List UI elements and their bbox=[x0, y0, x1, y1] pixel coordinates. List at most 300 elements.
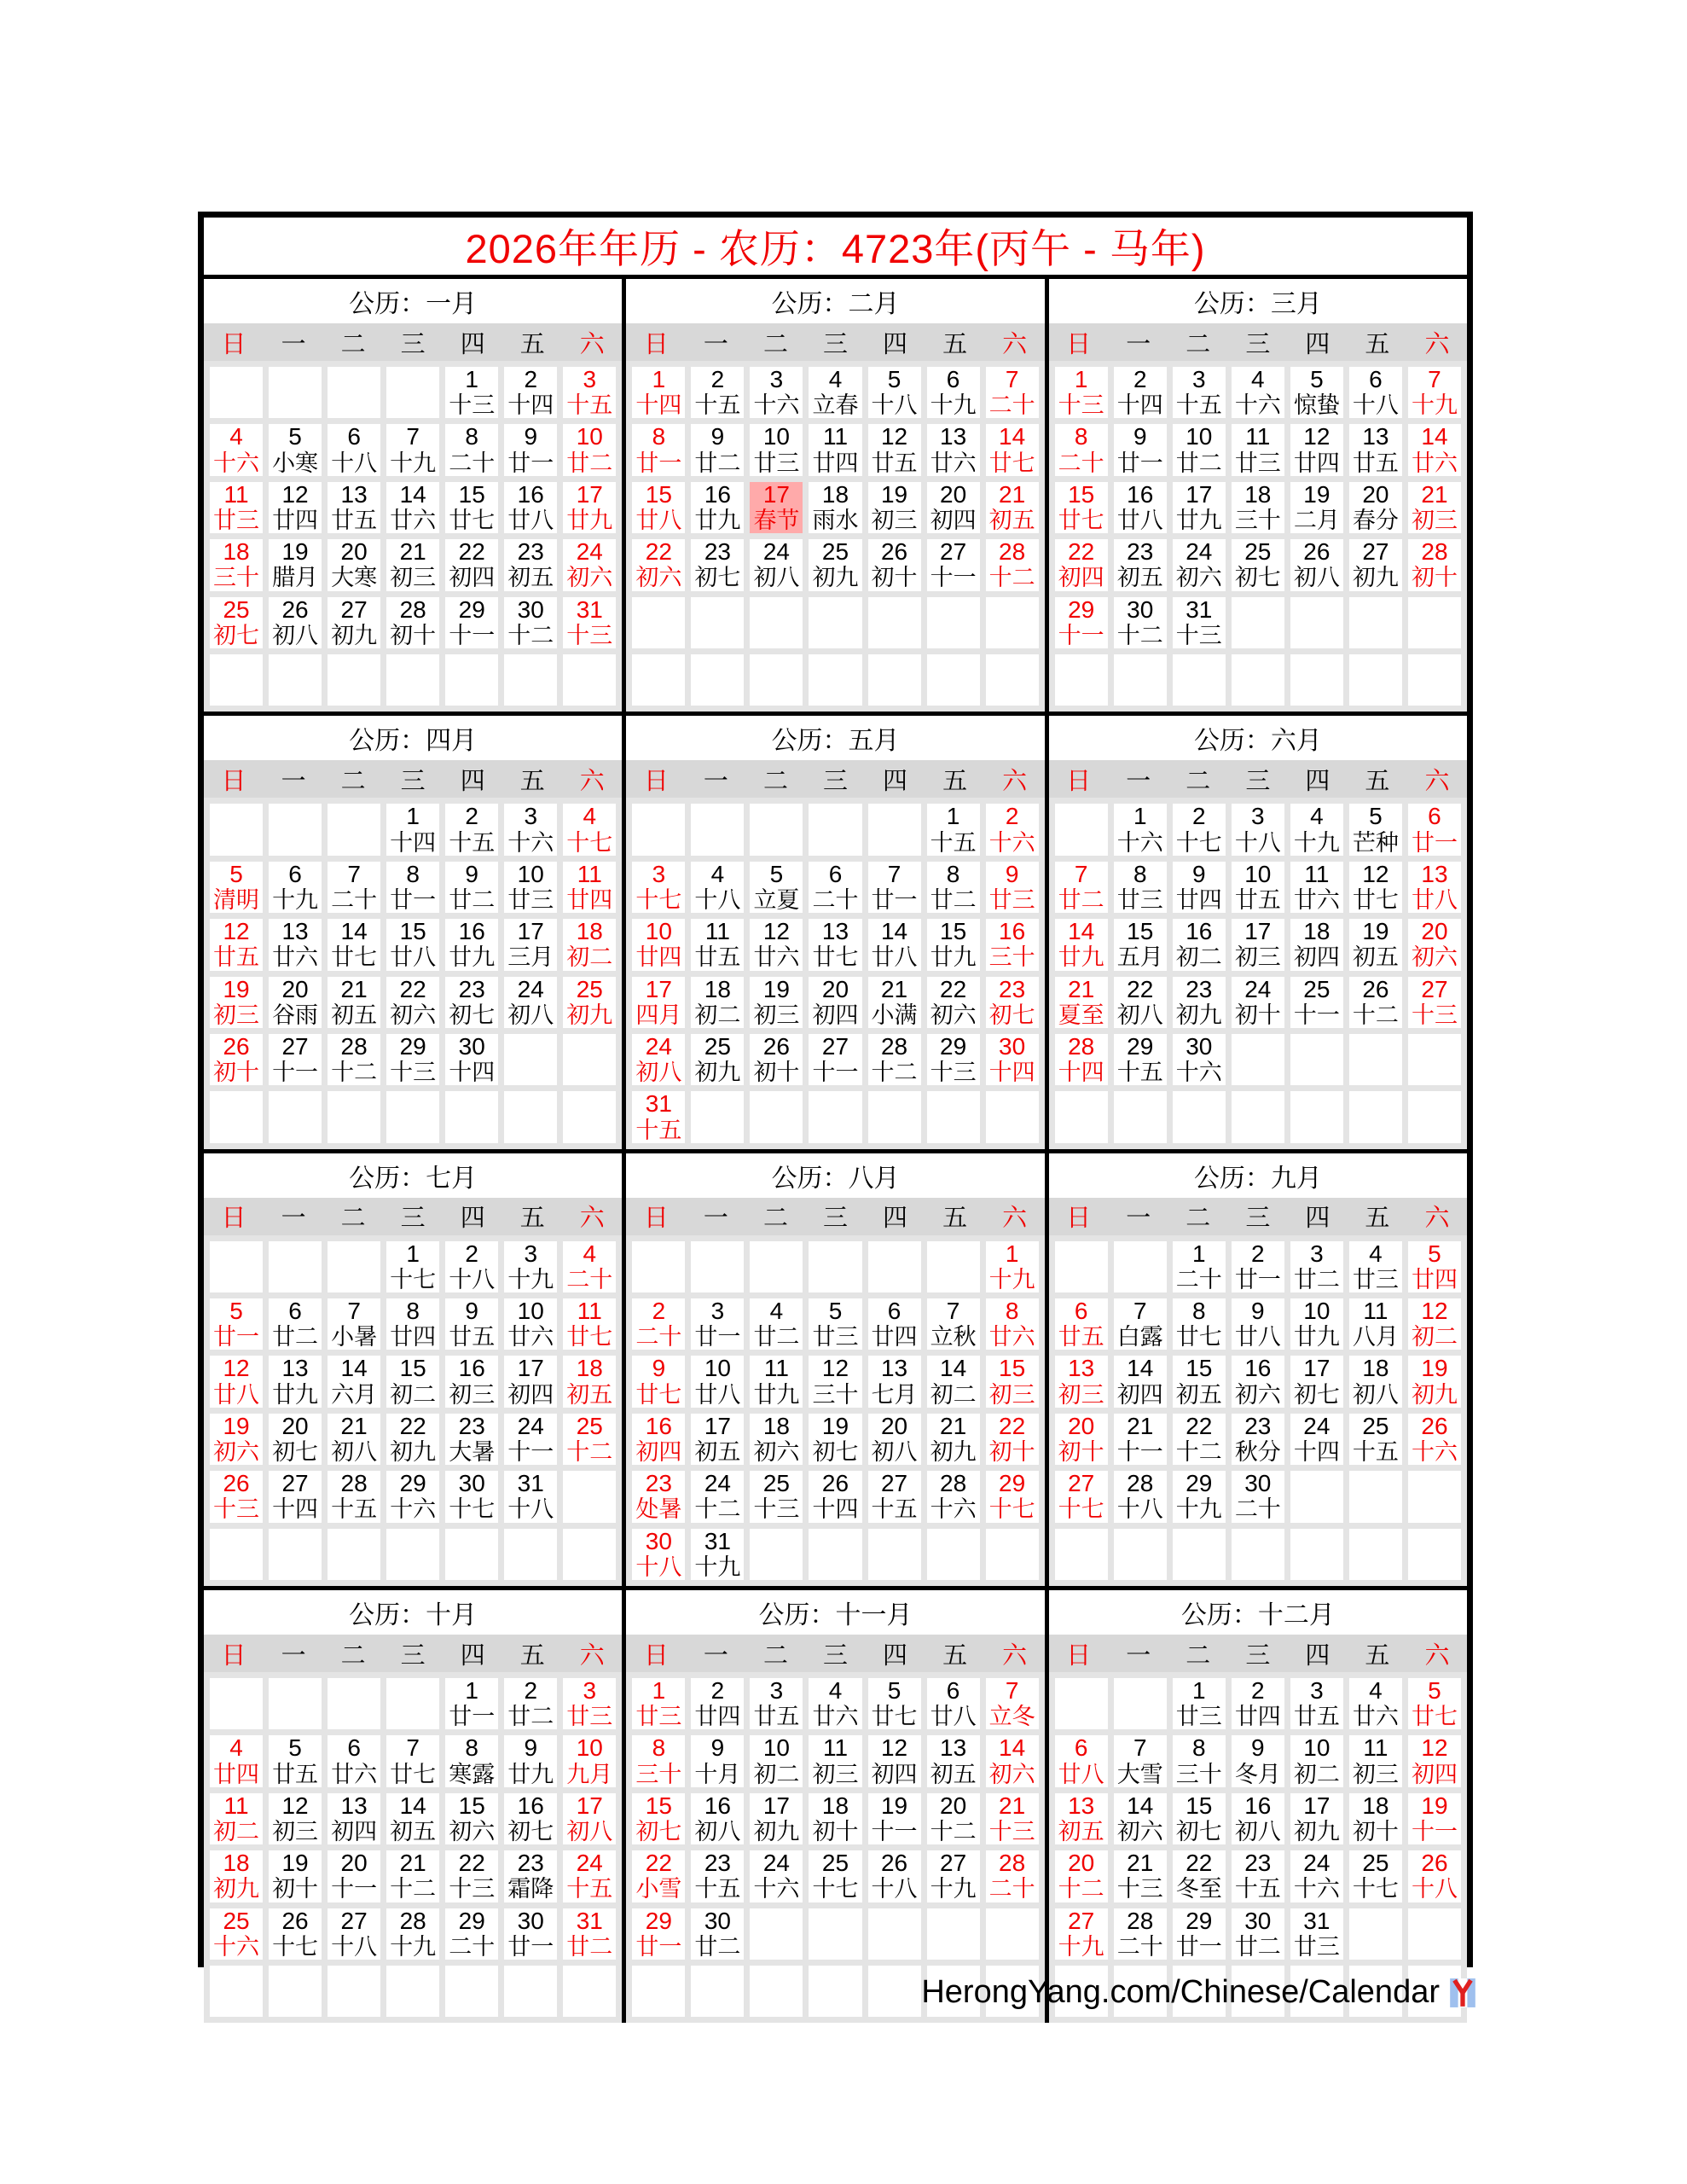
weekday-label: 二 bbox=[1186, 330, 1211, 358]
day-cell bbox=[445, 597, 498, 648]
day-cell bbox=[868, 1034, 921, 1085]
day-cell bbox=[868, 804, 921, 855]
day-cell bbox=[504, 977, 557, 1028]
weekday-label: 五 bbox=[1365, 330, 1390, 358]
day-cell bbox=[868, 1793, 921, 1844]
day-cell bbox=[1114, 1529, 1167, 1580]
day-cell bbox=[750, 862, 803, 913]
day-number: 18 bbox=[576, 1355, 603, 1382]
day-cell bbox=[1173, 1678, 1226, 1729]
day-cell bbox=[986, 1091, 1039, 1142]
day-cell bbox=[563, 1034, 616, 1085]
day-number: 20 bbox=[1068, 1412, 1095, 1439]
day-cell bbox=[809, 1529, 861, 1580]
week-grid bbox=[204, 1235, 622, 1586]
lunar-label: 廿一 bbox=[1175, 1933, 1222, 1960]
day-cell bbox=[1055, 1241, 1108, 1292]
day-number: 20 bbox=[940, 1792, 967, 1819]
day-cell bbox=[632, 804, 685, 855]
day-cell bbox=[563, 1471, 616, 1522]
weekday-label: 三 bbox=[1245, 767, 1271, 795]
day-number: 17 bbox=[645, 975, 672, 1002]
lunar-label: 初五 bbox=[1116, 565, 1163, 591]
lunar-label: 初六 bbox=[753, 1439, 800, 1466]
day-cell bbox=[809, 424, 861, 475]
lunar-label: 十八 bbox=[635, 1554, 682, 1580]
day-number: 16 bbox=[704, 480, 731, 508]
day-cell bbox=[632, 1241, 685, 1292]
lunar-label: 初五 bbox=[1058, 1819, 1104, 1845]
day-number: 25 bbox=[704, 1032, 731, 1060]
lunar-label: 廿五 bbox=[1293, 1704, 1340, 1730]
day-cell bbox=[269, 1471, 322, 1522]
day-number: 1 bbox=[1074, 366, 1088, 392]
day-cell bbox=[210, 919, 263, 970]
day-number: 9 bbox=[1005, 860, 1019, 887]
lunar-label: 初九 bbox=[930, 1439, 977, 1466]
day-cell bbox=[210, 977, 263, 1028]
day-number: 10 bbox=[1303, 1734, 1330, 1762]
lunar-label: 十二 bbox=[507, 622, 554, 648]
day-cell bbox=[210, 1529, 263, 1580]
day-cell bbox=[750, 539, 803, 590]
day-cell bbox=[750, 1735, 803, 1786]
lunar-label: 廿八 bbox=[213, 1381, 260, 1408]
lunar-label: 廿二 bbox=[1058, 886, 1104, 913]
lunar-label: 廿七 bbox=[1411, 1704, 1458, 1730]
lunar-label: 廿九 bbox=[272, 1381, 319, 1408]
lunar-label: 十三 bbox=[390, 1060, 437, 1086]
day-cell bbox=[386, 919, 439, 970]
lunar-label: 十六 bbox=[507, 829, 554, 856]
lunar-label: 初五 bbox=[331, 1002, 378, 1028]
lunar-label: 初八 bbox=[331, 1439, 378, 1466]
day-number: 2 bbox=[652, 1298, 666, 1325]
day-cell bbox=[809, 804, 861, 855]
day-cell bbox=[1232, 1091, 1284, 1142]
day-cell bbox=[986, 804, 1039, 855]
lunar-label: 初十 bbox=[1352, 1819, 1399, 1845]
week-grid bbox=[204, 361, 622, 712]
day-cell bbox=[632, 1793, 685, 1844]
day-cell bbox=[269, 919, 322, 970]
day-cell bbox=[632, 597, 685, 648]
day-cell bbox=[1173, 977, 1226, 1028]
lunar-label: 十九 bbox=[694, 1554, 741, 1580]
weekday-label: 六 bbox=[1424, 1205, 1450, 1233]
lunar-label: 十八 bbox=[1411, 1876, 1458, 1902]
day-cell bbox=[750, 1908, 803, 1960]
lunar-label: 十一 bbox=[272, 1060, 319, 1086]
day-number: 7 bbox=[347, 860, 361, 887]
day-cell bbox=[986, 1529, 1039, 1580]
lunar-label: 十二 bbox=[694, 1496, 741, 1523]
day-number: 23 bbox=[1186, 975, 1213, 1002]
day-cell bbox=[1232, 367, 1284, 418]
day-cell bbox=[386, 1356, 439, 1407]
day-number: 31 bbox=[645, 1090, 672, 1118]
day-cell bbox=[445, 1529, 498, 1580]
day-number: 12 bbox=[281, 480, 309, 508]
day-cell bbox=[691, 1735, 744, 1786]
lunar-label: 廿六 bbox=[390, 508, 437, 534]
weekday-label: 日 bbox=[643, 1641, 669, 1670]
lunar-label: 小寒 bbox=[272, 450, 319, 476]
day-number: 12 bbox=[223, 918, 250, 945]
day-cell bbox=[1290, 1034, 1343, 1085]
day-cell bbox=[1290, 1356, 1343, 1407]
day-cell bbox=[1408, 1850, 1461, 1902]
day-number: 23 bbox=[517, 538, 544, 566]
lunar-label: 十三 bbox=[566, 622, 613, 648]
day-number: 20 bbox=[340, 1850, 368, 1877]
day-number: 13 bbox=[1421, 860, 1448, 887]
lunar-label: 十八 bbox=[871, 1876, 918, 1902]
day-number: 10 bbox=[1303, 1298, 1330, 1325]
day-cell bbox=[504, 1298, 557, 1350]
weekday-label: 六 bbox=[1002, 767, 1028, 795]
day-number: 23 bbox=[999, 975, 1026, 1002]
lunar-label: 廿六 bbox=[272, 944, 319, 971]
day-cell bbox=[809, 1678, 861, 1729]
day-number: 8 bbox=[406, 860, 420, 887]
day-cell bbox=[868, 1908, 921, 1960]
day-cell bbox=[563, 654, 616, 706]
lunar-label: 十四 bbox=[812, 1496, 859, 1523]
lunar-label: 十九 bbox=[930, 1876, 977, 1902]
day-cell bbox=[809, 1356, 861, 1407]
lunar-label: 七月 bbox=[871, 1381, 918, 1408]
day-cell bbox=[328, 1908, 380, 1960]
lunar-label: 十九 bbox=[272, 886, 319, 913]
day-cell bbox=[445, 1414, 498, 1465]
day-cell bbox=[691, 919, 744, 970]
footer bbox=[921, 1974, 1475, 2011]
lunar-label: 廿三 bbox=[566, 1704, 613, 1730]
day-cell bbox=[1408, 1356, 1461, 1407]
lunar-label: 廿一 bbox=[1116, 450, 1163, 476]
day-number: 7 bbox=[946, 1298, 960, 1325]
day-number: 12 bbox=[880, 423, 908, 450]
day-cell bbox=[1055, 1735, 1108, 1786]
lunar-label: 廿九 bbox=[449, 944, 496, 971]
week-grid bbox=[204, 798, 622, 1148]
day-cell bbox=[1349, 597, 1402, 648]
day-number: 3 bbox=[1191, 366, 1206, 392]
day-cell bbox=[210, 597, 263, 648]
day-number: 19 bbox=[821, 1412, 849, 1439]
day-number: 16 bbox=[1244, 1355, 1272, 1382]
day-number: 14 bbox=[399, 480, 426, 508]
lunar-label: 十六 bbox=[1116, 829, 1163, 856]
weekday-label: 六 bbox=[1424, 767, 1450, 795]
lunar-label: 初五 bbox=[694, 1439, 741, 1466]
day-cell bbox=[1232, 1034, 1284, 1085]
lunar-label: 初八 bbox=[753, 565, 800, 591]
lunar-label: 廿七 bbox=[1352, 886, 1399, 913]
lunar-label: 初八 bbox=[635, 1060, 682, 1086]
lunar-label: 廿一 bbox=[694, 1324, 741, 1350]
day-cell bbox=[1173, 1298, 1226, 1350]
lunar-label: 初二 bbox=[1411, 1324, 1458, 1350]
lunar-label: 十四 bbox=[988, 1060, 1035, 1086]
lunar-label: 廿七 bbox=[566, 1324, 613, 1350]
day-cell bbox=[1173, 1241, 1226, 1292]
day-cell bbox=[868, 482, 921, 533]
day-number: 1 bbox=[406, 803, 420, 830]
day-cell bbox=[927, 1529, 980, 1580]
day-number: 5 bbox=[828, 1298, 843, 1325]
weekday-label: 日 bbox=[643, 330, 669, 358]
lunar-label: 十七 bbox=[1175, 829, 1222, 856]
day-number: 25 bbox=[223, 1907, 250, 1934]
footer-link[interactable]: HerongYang.com/Chinese/Calendar bbox=[921, 1974, 1440, 2010]
lunar-label: 二十 bbox=[449, 1933, 496, 1960]
day-number: 27 bbox=[340, 1907, 368, 1934]
day-cell bbox=[1173, 1471, 1226, 1522]
day-cell bbox=[927, 539, 980, 590]
lunar-label: 十四 bbox=[635, 392, 682, 419]
lunar-label: 初五 bbox=[390, 1819, 437, 1845]
day-cell bbox=[1114, 1414, 1167, 1465]
lunar-label: 六月 bbox=[331, 1381, 378, 1408]
day-cell bbox=[927, 1793, 980, 1844]
day-number: 18 bbox=[821, 1792, 849, 1819]
weekday-label: 一 bbox=[1126, 1205, 1151, 1233]
day-number: 13 bbox=[880, 1355, 908, 1382]
lunar-label: 十四 bbox=[507, 392, 554, 419]
day-number: 12 bbox=[821, 1355, 849, 1382]
lunar-label: 廿三 bbox=[988, 886, 1035, 913]
lunar-label: 廿四 bbox=[812, 450, 859, 476]
day-number: 8 bbox=[652, 1734, 666, 1762]
lunar-label: 廿六 bbox=[1352, 1704, 1399, 1730]
day-cell bbox=[986, 1678, 1039, 1729]
lunar-label: 初七 bbox=[213, 622, 260, 648]
lunar-label: 十五 bbox=[871, 1496, 918, 1523]
day-number: 27 bbox=[281, 1032, 309, 1060]
lunar-label: 二十 bbox=[566, 1266, 613, 1292]
day-cell bbox=[445, 977, 498, 1028]
day-number: 22 bbox=[1186, 1412, 1213, 1439]
day-number: 4 bbox=[583, 1240, 597, 1267]
day-number: 1 bbox=[1005, 1240, 1019, 1267]
day-number: 16 bbox=[999, 918, 1026, 945]
lunar-label: 廿二 bbox=[694, 450, 741, 476]
day-cell bbox=[328, 1793, 380, 1844]
day-number: 14 bbox=[340, 918, 368, 945]
day-cell bbox=[210, 1966, 263, 2017]
lunar-label: 十九 bbox=[390, 450, 437, 476]
day-number: 29 bbox=[940, 1032, 967, 1060]
lunar-label: 廿四 bbox=[635, 944, 682, 971]
lunar-label: 立秋 bbox=[930, 1324, 977, 1350]
lunar-label: 十二 bbox=[988, 565, 1035, 591]
lunar-label: 初三 bbox=[1058, 1381, 1104, 1408]
day-cell bbox=[927, 482, 980, 533]
weekday-label: 日 bbox=[1066, 330, 1092, 358]
lunar-label: 初四 bbox=[1411, 1761, 1458, 1787]
day-cell bbox=[445, 424, 498, 475]
lunar-label: 初三 bbox=[1411, 508, 1458, 534]
day-cell bbox=[269, 482, 322, 533]
day-number: 19 bbox=[880, 1792, 908, 1819]
lunar-label: 立夏 bbox=[753, 886, 800, 913]
day-cell bbox=[563, 1793, 616, 1844]
day-number: 15 bbox=[399, 1355, 426, 1382]
day-cell bbox=[1408, 1678, 1461, 1729]
day-number: 18 bbox=[223, 1850, 250, 1877]
day-number: 11 bbox=[822, 423, 849, 450]
day-cell bbox=[691, 1298, 744, 1350]
weekday-label: 日 bbox=[643, 1205, 669, 1233]
day-cell bbox=[750, 654, 803, 706]
day-cell bbox=[632, 1414, 685, 1465]
lunar-label: 廿三 bbox=[1293, 1933, 1340, 1960]
lunar-label: 十月 bbox=[694, 1761, 741, 1787]
day-cell bbox=[1173, 367, 1226, 418]
lunar-label: 十八 bbox=[1116, 1496, 1163, 1523]
day-number: 15 bbox=[1127, 918, 1154, 945]
day-number: 21 bbox=[1068, 975, 1095, 1002]
lunar-label: 廿九 bbox=[566, 508, 613, 534]
lunar-label: 廿八 bbox=[694, 1381, 741, 1408]
day-cell bbox=[1055, 1356, 1108, 1407]
day-number: 18 bbox=[1362, 1355, 1389, 1382]
weekday-label: 一 bbox=[703, 330, 728, 358]
weekday-label: 日 bbox=[221, 330, 246, 358]
day-cell bbox=[210, 1678, 263, 1729]
day-cell bbox=[1290, 1850, 1343, 1902]
lunar-label: 廿二 bbox=[1175, 450, 1222, 476]
lunar-label: 十二 bbox=[1352, 1002, 1399, 1028]
lunar-label: 二十 bbox=[635, 1324, 682, 1350]
day-number: 27 bbox=[940, 1850, 967, 1877]
day-cell bbox=[269, 1735, 322, 1786]
day-cell bbox=[1408, 1414, 1461, 1465]
weekday-header bbox=[626, 1635, 1044, 1672]
lunar-label: 初四 bbox=[871, 1761, 918, 1787]
weekday-label: 一 bbox=[281, 330, 306, 358]
weekday-label: 二 bbox=[340, 767, 366, 795]
lunar-label: 十七 bbox=[272, 1933, 319, 1960]
day-number: 6 bbox=[1074, 1734, 1088, 1762]
day-number: 27 bbox=[1421, 975, 1448, 1002]
day-number: 5 bbox=[887, 1677, 901, 1705]
day-cell bbox=[386, 1298, 439, 1350]
lunar-label: 廿二 bbox=[507, 1704, 554, 1730]
lunar-label: 初二 bbox=[753, 1761, 800, 1787]
weekday-header bbox=[204, 1635, 622, 1672]
day-cell bbox=[809, 1091, 861, 1142]
day-cell bbox=[1232, 1241, 1284, 1292]
day-number: 17 bbox=[517, 1355, 544, 1382]
day-number: 5 bbox=[1310, 366, 1324, 392]
day-cell bbox=[504, 654, 557, 706]
lunar-label: 廿六 bbox=[331, 1761, 378, 1787]
day-number: 22 bbox=[399, 1412, 426, 1439]
day-cell bbox=[210, 1034, 263, 1085]
day-number: 4 bbox=[769, 1298, 784, 1325]
day-cell bbox=[632, 1091, 685, 1142]
day-cell bbox=[1349, 424, 1402, 475]
day-number: 28 bbox=[340, 1032, 368, 1060]
lunar-label: 廿七 bbox=[812, 944, 859, 971]
day-cell bbox=[1349, 1908, 1402, 1960]
lunar-label: 雨水 bbox=[812, 508, 859, 534]
lunar-label: 廿五 bbox=[694, 944, 741, 971]
day-cell bbox=[1055, 1678, 1108, 1729]
lunar-label: 十六 bbox=[930, 1496, 977, 1523]
weekday-label: 五 bbox=[519, 767, 545, 795]
lunar-label: 十二 bbox=[1058, 1876, 1104, 1902]
lunar-label: 廿二 bbox=[1293, 1266, 1340, 1292]
weekday-label: 四 bbox=[460, 1205, 485, 1233]
lunar-label: 十八 bbox=[1234, 829, 1281, 856]
day-number: 8 bbox=[1074, 423, 1088, 450]
month-7 bbox=[204, 1153, 622, 1586]
day-number: 22 bbox=[645, 538, 672, 566]
day-cell bbox=[809, 919, 861, 970]
day-number: 8 bbox=[465, 1734, 478, 1762]
day-cell bbox=[445, 1966, 498, 2017]
lunar-label: 三十 bbox=[988, 944, 1035, 971]
day-cell bbox=[504, 539, 557, 590]
weekday-label: 二 bbox=[340, 330, 366, 358]
day-number: 3 bbox=[652, 860, 666, 887]
day-cell bbox=[386, 1414, 439, 1465]
day-cell bbox=[868, 1471, 921, 1522]
day-cell bbox=[868, 1966, 921, 2017]
lunar-label: 十一 bbox=[1116, 1439, 1163, 1466]
lunar-label: 十二 bbox=[930, 1819, 977, 1845]
weekday-label: 一 bbox=[1126, 767, 1151, 795]
day-cell bbox=[1173, 1414, 1226, 1465]
day-number: 23 bbox=[1127, 538, 1154, 566]
day-number: 16 bbox=[1244, 1792, 1272, 1819]
lunar-label: 十五 bbox=[930, 829, 977, 856]
day-number: 28 bbox=[399, 1907, 426, 1934]
day-number: 30 bbox=[1244, 1470, 1272, 1497]
day-number: 2 bbox=[465, 803, 478, 830]
lunar-label: 初三 bbox=[812, 1761, 859, 1787]
day-cell bbox=[986, 919, 1039, 970]
weekday-label: 三 bbox=[1245, 1641, 1271, 1670]
month-5 bbox=[626, 716, 1044, 1148]
weekday-label: 五 bbox=[519, 1205, 545, 1233]
lunar-label: 廿八 bbox=[930, 1704, 977, 1730]
day-number: 23 bbox=[704, 538, 731, 566]
weekday-label: 六 bbox=[579, 1641, 605, 1670]
lunar-label: 十五 bbox=[1116, 1060, 1163, 1086]
day-number: 7 bbox=[1074, 860, 1088, 887]
day-cell bbox=[632, 654, 685, 706]
weekday-label: 一 bbox=[703, 767, 728, 795]
day-cell bbox=[868, 1298, 921, 1350]
lunar-label: 廿一 bbox=[507, 1933, 554, 1960]
day-number: 2 bbox=[1133, 366, 1147, 392]
lunar-label: 廿三 bbox=[507, 886, 554, 913]
month-title: 公历：九月 bbox=[1193, 1164, 1322, 1193]
weekday-header bbox=[1049, 323, 1467, 361]
day-number: 8 bbox=[1191, 1298, 1206, 1325]
week-grid bbox=[1049, 798, 1467, 1148]
day-number: 15 bbox=[1186, 1355, 1213, 1382]
day-number: 3 bbox=[524, 1240, 538, 1267]
herongyang-site-logo-icon bbox=[1450, 1978, 1475, 2008]
day-cell bbox=[1290, 539, 1343, 590]
day-number: 28 bbox=[999, 538, 1026, 566]
